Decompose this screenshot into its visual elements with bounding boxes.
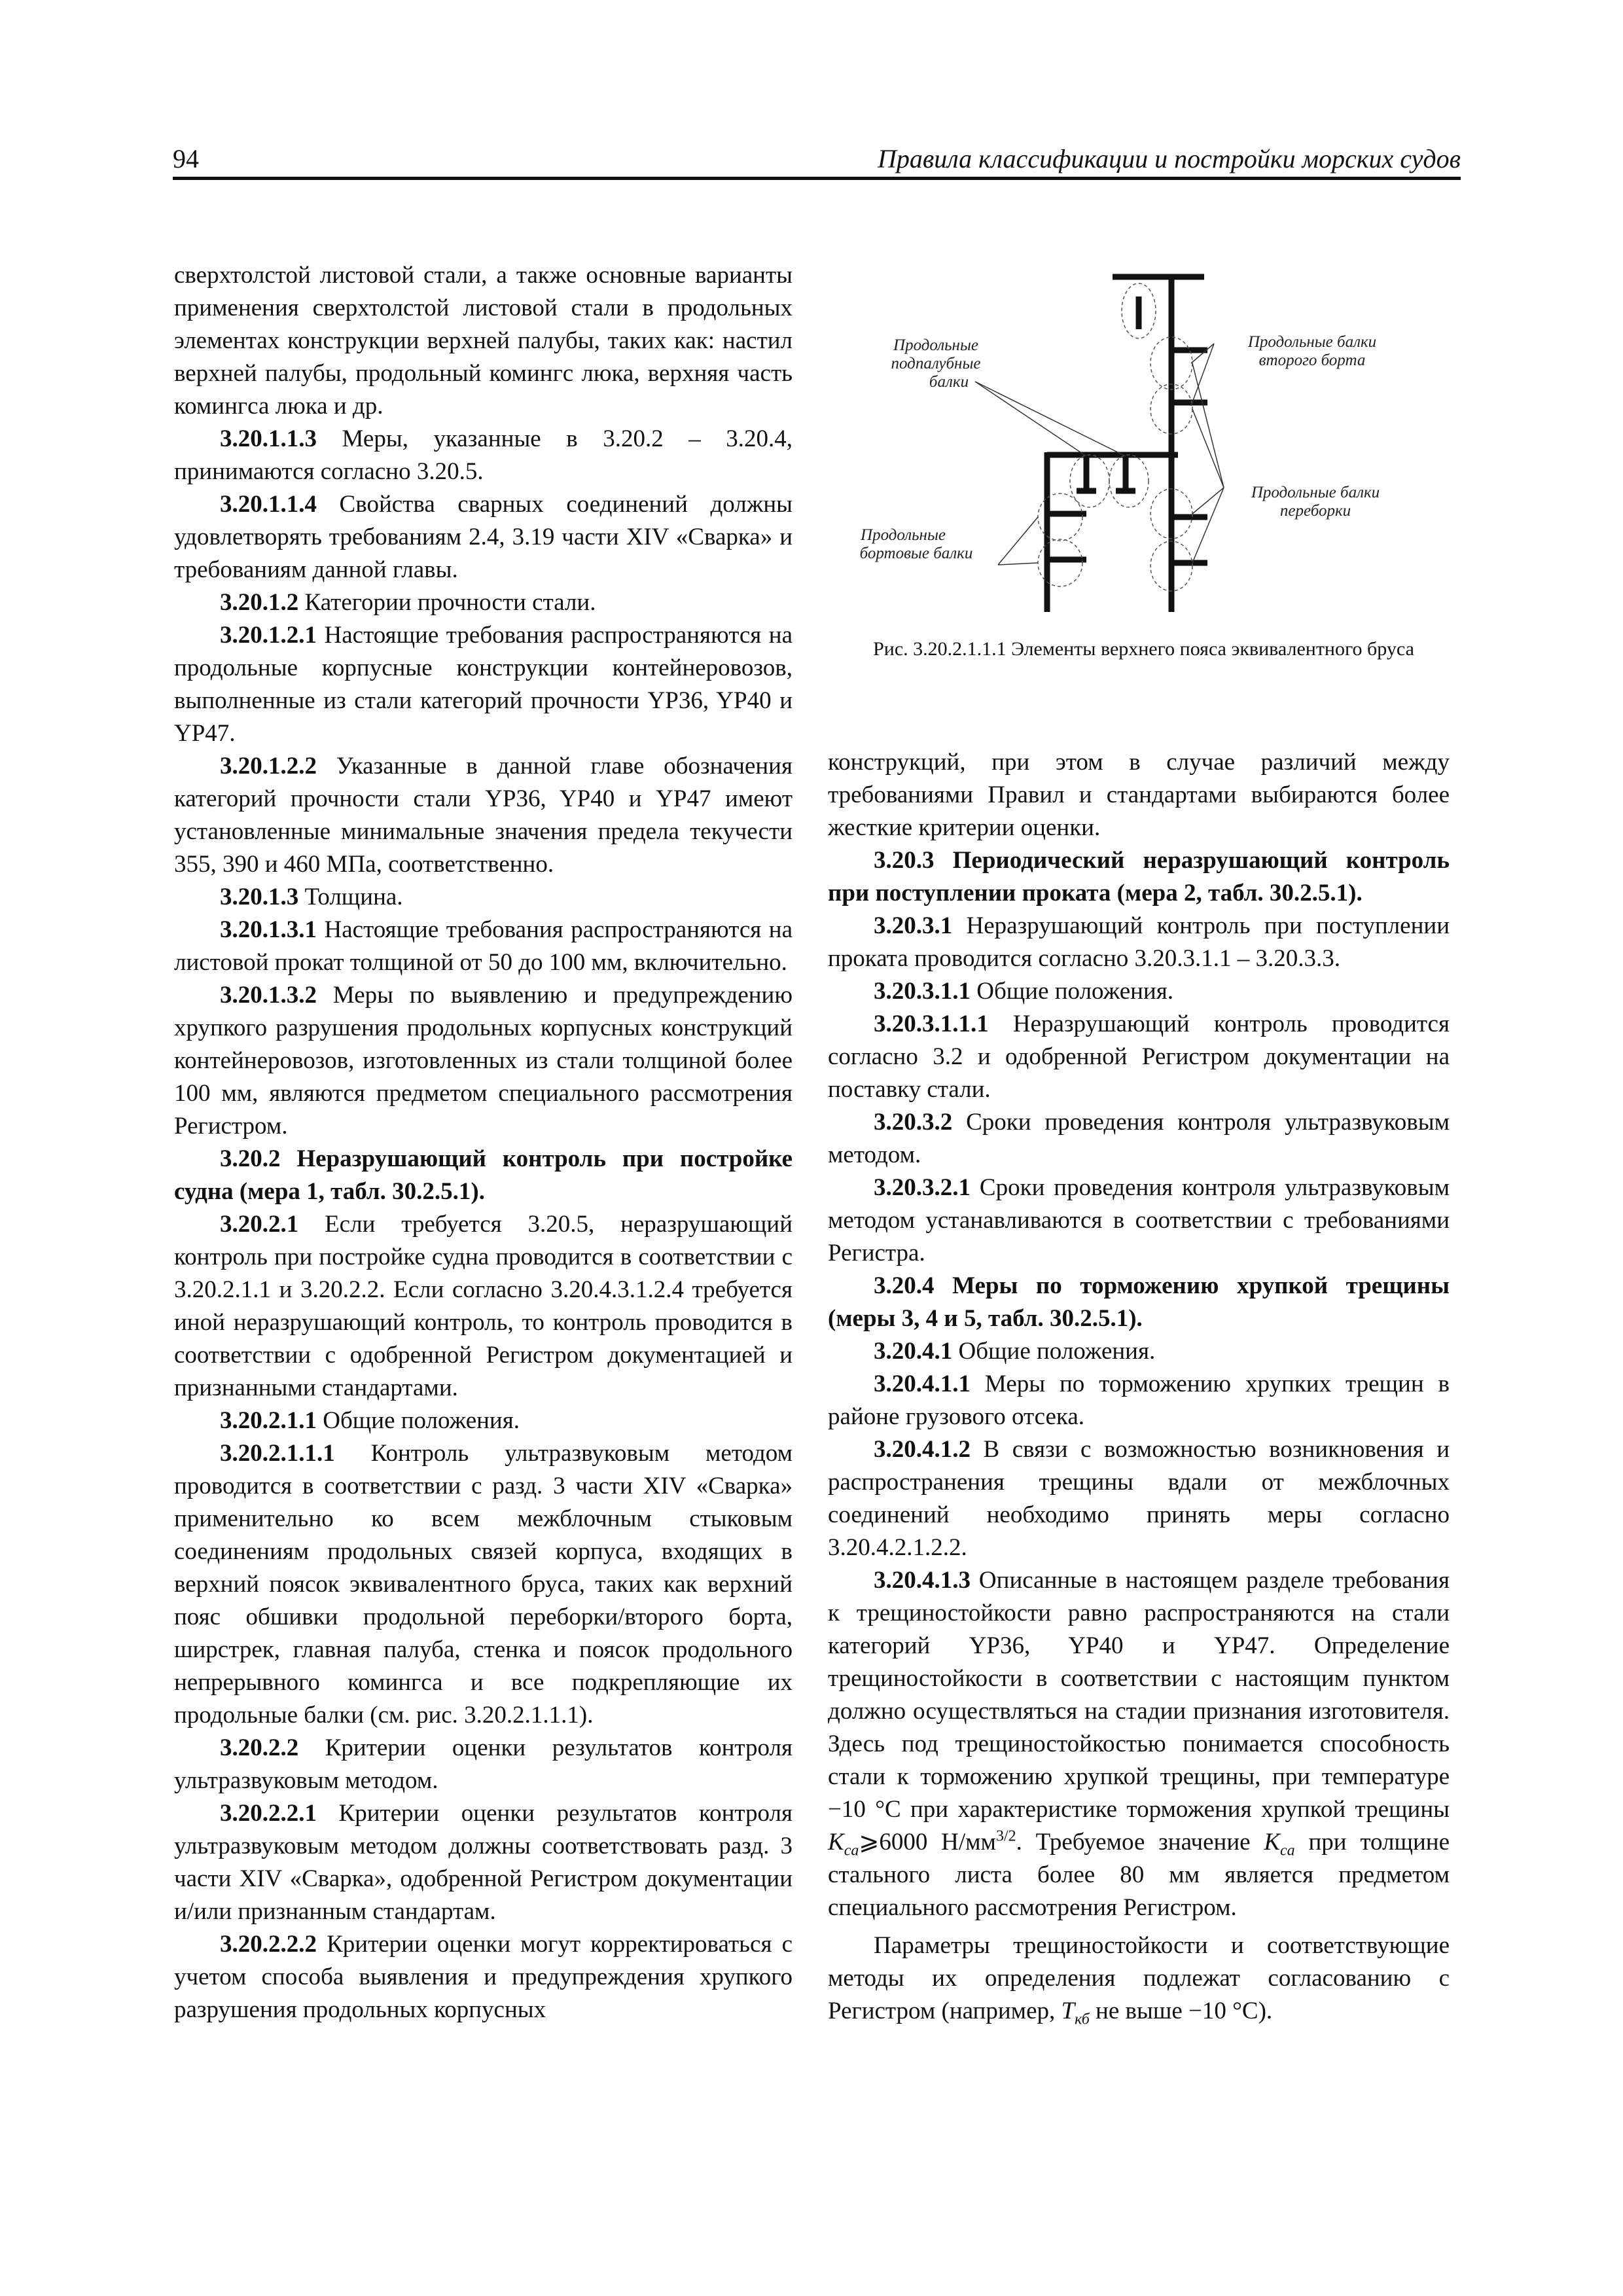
paragraph xyxy=(174,619,793,750)
right-column xyxy=(828,746,1450,2028)
leader-line xyxy=(975,382,1126,456)
clause-text: В связи с возможностью возникновения и распространения трещины вдали от межблочных соединений необходимо принять меры согласно 3.20.4.2.1.2.2. xyxy=(828,1436,1450,1561)
clause-number: 3.20.2.1.1.1 xyxy=(220,1440,335,1467)
leader-line xyxy=(1192,488,1224,563)
leader-line xyxy=(1192,488,1224,514)
paragraph xyxy=(828,1335,1450,1368)
paragraph xyxy=(828,1564,1450,1924)
clause-number: 3.20.4.1.3 xyxy=(874,1567,971,1594)
clause-number: 3.20.4.1.2 xyxy=(874,1436,971,1463)
label-second-side-longitudinals: Продольные балки xyxy=(1247,333,1377,351)
label-side-longitudinals: бортовые балки xyxy=(859,545,973,562)
clause-text: Настоящие требования распространяются на продольные корпусные конструкции контейнеровозов, выполненные из стали категорий прочности YP36, YP40 и YP47. xyxy=(174,622,793,747)
paragraph xyxy=(174,488,793,586)
clause-text: Толщина. xyxy=(298,884,403,910)
header-rule xyxy=(173,177,1461,180)
symbol-ca: ca xyxy=(1280,1842,1295,1859)
paragraph xyxy=(174,914,793,979)
leader-line xyxy=(975,382,1086,456)
paragraph xyxy=(828,910,1450,975)
structure-diagram xyxy=(851,265,1420,619)
paragraph xyxy=(174,423,793,488)
label-deck-longitudinals: Продольные xyxy=(893,336,978,354)
clause-text: ⩾6000 Н/мм xyxy=(859,1829,996,1856)
clause-number: 3.20.4.1.1 xyxy=(874,1371,971,1397)
clause-text: Настоящие требования распространяются на листовой прокат толщиной от 50 до 100 мм, включительно. xyxy=(174,916,793,976)
clause-text: Общие положения. xyxy=(317,1407,520,1434)
leader-line xyxy=(1192,363,1224,488)
clause-text: Меры по выявлению и предупреждению хрупкого разрушения продольных корпусных конструкций контейнеровозов, изготовленных из стали толщиной более 100 мм, являются предметом специального рассмотрения Регистром. xyxy=(174,982,793,1139)
section-heading xyxy=(828,1270,1450,1335)
section-heading-text: 3.20.4 Меры по торможению хрупкой трещины (меры 3, 4 и 5, табл. 30.2.5.1). xyxy=(828,1272,1450,1332)
clause-text: Критерии оценки результатов контроля ультразвуковым методом. xyxy=(174,1734,793,1794)
paragraph xyxy=(828,1008,1450,1106)
clause-text: при толщине стального листа более 80 мм является предметом специального рассмотрения Регистром. xyxy=(828,1829,1450,1921)
clause-number: 3.20.2.2.1 xyxy=(220,1800,317,1827)
paragraph xyxy=(174,979,793,1143)
clause-text: Контроль ультразвуковым методом проводится в соответствии с разд. 3 части XIV «Сварка» применительно ко всем межблочным стыковым соединениям продольных связей корпуса, входящих в верхний поясок эквивалентного бруса, таких как верхний пояс обшивки продольной переборки/второго борта, ширстрек, главная палуба, стенка и поясок продольного непрерывного комингса и все подкрепляющие их продольные балки (см. рис. 3.20.2.1.1.1). xyxy=(174,1440,793,1729)
paragraph xyxy=(174,586,793,619)
paragraph: сверхтолстой листовой стали, а также основные варианты применения сверхтолстой листовой стали в продольных элементах конструкции верхней палубы, таких как: настил верхней палубы, продольный комингс люка, верхняя часть комингса люка и др. xyxy=(174,262,793,420)
section-heading xyxy=(174,1143,793,1208)
clause-number: 3.20.3.1.1.1 xyxy=(874,1011,989,1037)
clause-text: Неразрушающий контроль проводится согласно 3.2 и одобренной Регистром документации на поставку стали. xyxy=(828,1011,1450,1103)
figure-caption: Рис. 3.20.2.1.1.1 Элементы верхнего пояса эквивалентного бруса xyxy=(873,638,1414,660)
paragraph xyxy=(174,1437,793,1732)
clause-number: 3.20.2.1 xyxy=(220,1211,299,1238)
clause-number: 3.20.3.2.1 xyxy=(874,1174,971,1201)
clause-text: Параметры трещиностойкости и соответствующие методы их определения подлежат согласованию с Регистром (например, xyxy=(828,1932,1450,2024)
clause-text: Указанные в данной главе обозначения категорий прочности стали YP36, YP40 и YP47 имеют установленные минимальные значения предела текучести 355, 390 и 460 МПа, соответственно. xyxy=(174,753,793,878)
paragraph xyxy=(828,1929,1450,2028)
page-number: 94 xyxy=(173,144,199,173)
clause-number: 3.20.3.1 xyxy=(874,912,953,939)
paragraph xyxy=(828,975,1450,1008)
paragraph: конструкций, при этом в случае различий между требованиями Правил и стандартами выбираются более жесткие критерии оценки. xyxy=(828,749,1450,841)
paragraph xyxy=(828,1106,1450,1172)
clause-number: 3.20.1.2.1 xyxy=(220,622,317,649)
paragraph xyxy=(174,1928,793,2026)
clause-text: Категории прочности стали. xyxy=(298,589,596,616)
clause-text: Общие положения. xyxy=(952,1338,1156,1365)
page-header xyxy=(173,145,1461,178)
clause-number: 3.20.2.2 xyxy=(220,1734,299,1761)
clause-text: Критерии оценки результатов контроля ультразвуковым методом должны соответствовать разд. 3 части XIV «Сварка», одобренной Регистром документации и/или признанным стандартам. xyxy=(174,1800,793,1925)
label-bulkhead-longitudinals: Продольные балки xyxy=(1251,484,1380,501)
leader-line xyxy=(1192,409,1224,488)
clause-text: Если требуется 3.20.5, неразрушающий контроль при постройке судна проводится в соответствии с 3.20.2.1.1 и 3.20.2.2. Если согласно 3.20.4.3.1.2.4 требуется иной неразрушающий контроль, то контроль проводится в соответствии с одобренной Регистром документацией и признанными стандартами. xyxy=(174,1211,793,1401)
label-deck-longitudinals: подпалубные xyxy=(891,355,981,372)
symbol-k: K xyxy=(828,1829,844,1856)
clause-number: 3.20.1.3 xyxy=(220,884,299,910)
leader-line xyxy=(998,517,1038,565)
symbol-ca: ca xyxy=(844,1842,859,1859)
left-column xyxy=(174,259,793,2026)
clause-text: Неразрушающий контроль при поступлении проката проводится согласно 3.20.3.1.1 – 3.20.3.3. xyxy=(828,912,1450,972)
paragraph xyxy=(174,750,793,881)
clause-text: Меры, указанные в 3.20.2 – 3.20.4, принимаются согласно 3.20.5. xyxy=(174,425,793,485)
highlight-circle xyxy=(1070,455,1109,507)
label-deck-longitudinals: балки xyxy=(929,373,969,391)
clause-text: Описанные в настоящем разделе требования к трещиностойкости равно распространяются на стали категорий YP36, YP40 и YP47. Определение трещиностойкости в соответствии с настоящим пунктом должно осуществляться на стадии признания изготовителя. Здесь под трещиностойкостью понимается способность стали к торможению хрупкой трещины, при температуре −10 °С при характеристике торможения хрупкой трещины xyxy=(828,1567,1450,1823)
highlight-circle xyxy=(1109,455,1149,507)
section-heading-text: 3.20.2 Неразрушающий контроль при постройке судна (мера 1, табл. 30.2.5.1). xyxy=(174,1145,793,1205)
clause-text: Сроки проведения контроля ультразвуковым методом устанавливаются в соответствии с требованиями Регистра. xyxy=(828,1174,1450,1266)
label-bulkhead-longitudinals: переборки xyxy=(1279,502,1351,520)
clause-text: Сроки проведения контроля ультразвуковым методом. xyxy=(828,1109,1450,1168)
clause-text: не выше −10 °С). xyxy=(1089,1998,1273,2024)
clause-number: 3.20.1.1.4 xyxy=(220,491,317,518)
paragraph xyxy=(828,1172,1450,1270)
exponent: 3/2 xyxy=(995,1827,1016,1845)
symbol-kb: кб xyxy=(1075,2011,1090,2028)
paragraph xyxy=(828,1433,1450,1564)
paragraph xyxy=(174,1405,793,1437)
clause-text: Общие положения. xyxy=(971,978,1173,1005)
clause-number: 3.20.1.1.3 xyxy=(220,425,317,452)
clause-text: Свойства сварных соединений должны удовлетворять требованиям 2.4, 3.19 части XIV «Сварка» и требованиям данной главы. xyxy=(174,491,793,583)
paragraph xyxy=(174,1797,793,1928)
section-heading-text: 3.20.3 Периодический неразрушающий контроль при поступлении проката (мера 2, табл. 30.2.5.1). xyxy=(828,847,1450,906)
leader-line xyxy=(998,563,1038,565)
clause-text: Критерии оценки могут корректироваться с учетом способа выявления и предупреждения хрупкого разрушения продольных корпусных xyxy=(174,1931,793,2023)
clause-number: 3.20.4.1 xyxy=(874,1338,953,1365)
symbol-k: K xyxy=(1264,1829,1281,1856)
clause-number: 3.20.1.3.2 xyxy=(220,982,317,1009)
clause-number: 3.20.2.1.1 xyxy=(220,1407,317,1434)
clause-number: 3.20.1.2 xyxy=(220,589,299,616)
paragraph xyxy=(174,1208,793,1405)
clause-number: 3.20.3.1.1 xyxy=(874,978,971,1005)
symbol-t: T xyxy=(1061,1998,1075,2024)
label-side-longitudinals: Продольные xyxy=(861,526,946,544)
clause-number: 3.20.2.2.2 xyxy=(220,1931,317,1958)
clause-text: . Требуемое значение xyxy=(1016,1829,1264,1856)
running-title: Правила классификации и постройки морских судов xyxy=(877,144,1461,173)
clause-number: 3.20.1.2.2 xyxy=(220,753,317,780)
section-heading xyxy=(828,844,1450,910)
figure-upper-chord-elements xyxy=(851,265,1420,619)
paragraph xyxy=(174,881,793,914)
clause-number: 3.20.1.3.1 xyxy=(220,916,317,943)
paragraph xyxy=(828,1368,1450,1433)
paragraph xyxy=(174,1732,793,1797)
label-second-side-longitudinals: второго борта xyxy=(1258,351,1366,369)
clause-number: 3.20.3.2 xyxy=(874,1109,953,1136)
clause-text: Меры по торможению хрупких трещин в районе грузового отсека. xyxy=(828,1371,1450,1430)
